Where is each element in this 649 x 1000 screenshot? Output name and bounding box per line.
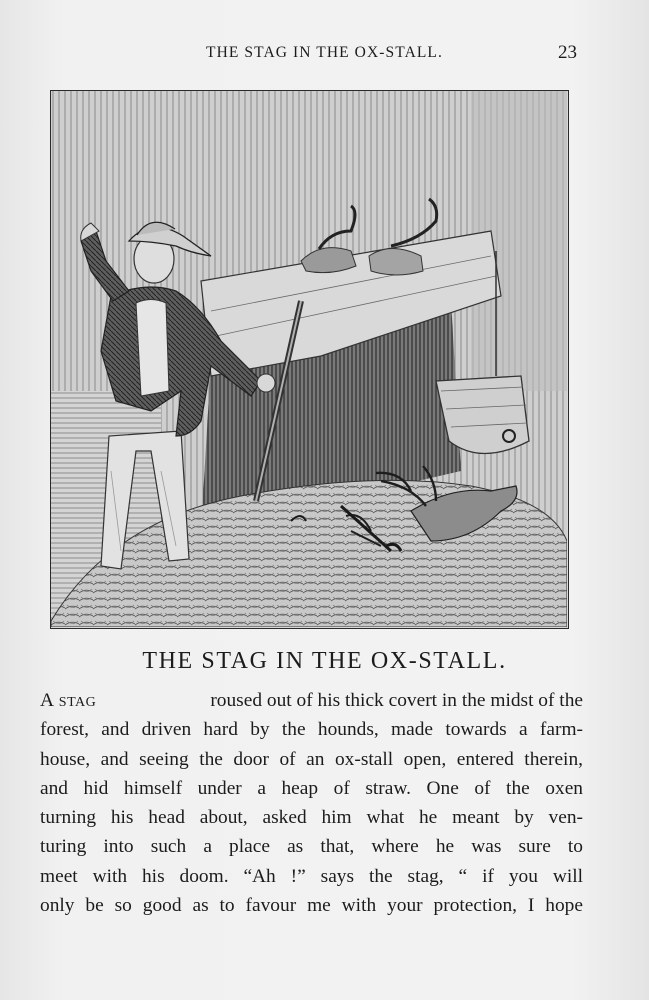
chapter-title: THE STAG IN THE OX-STALL. (142, 648, 507, 674)
text-line-1: roused out of his thick covert in the midst of the (210, 690, 583, 711)
text-line (40, 715, 583, 744)
text-line (40, 686, 583, 715)
text-line-8: only be so good as to favour me with your protection, I hope (40, 895, 583, 917)
engraving-icon (51, 91, 567, 627)
text-line-4: and hid himself under a heap of straw. One of the oxen (40, 777, 583, 799)
text-line-7: meet with his doom. “Ah !” says the stag, “ if you will (40, 865, 583, 887)
text-line (40, 862, 583, 891)
fable-text (40, 686, 583, 920)
text-line (40, 745, 583, 774)
text-line (40, 803, 583, 832)
text-line (40, 832, 583, 861)
text-line (40, 774, 583, 803)
page-number: 23 (558, 42, 577, 63)
text-line (40, 891, 583, 920)
text-line-2: forest, and driven hard by the hounds, made towards a farm- (40, 719, 583, 741)
text-line-5: turning his head about, asked him what he meant by ven- (40, 807, 583, 829)
engraving-illustration (50, 90, 569, 629)
opening-small-caps: A stag (40, 690, 97, 711)
running-head (0, 42, 649, 66)
text-line-6: turing into such a place as that, where he was sure to (40, 836, 583, 858)
text-line-3: house, and seeing the door of an ox-stall open, entered therein, (40, 748, 583, 770)
running-title: THE STAG IN THE OX-STALL. (206, 44, 443, 61)
